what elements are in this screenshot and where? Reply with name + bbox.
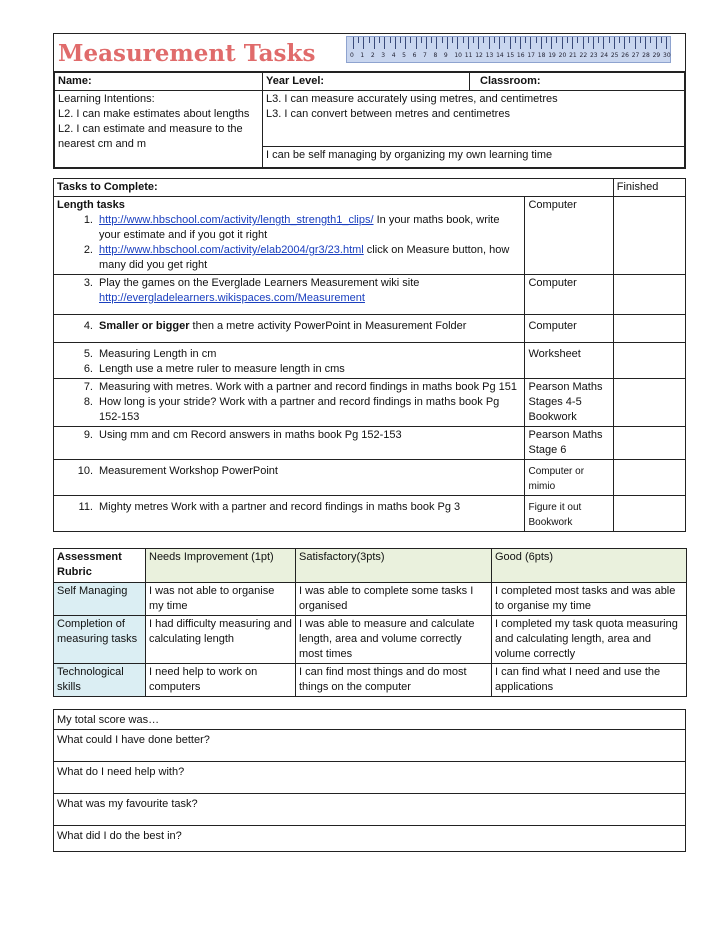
task-group-4 [54,343,525,379]
year-level-label: Year Level: [263,73,470,91]
rubric-row-label: Technological skills [54,664,146,697]
ruler-tick [358,37,359,43]
ruler-number: 14 [496,52,504,59]
ruler-tick [656,37,657,49]
ruler-tick [645,37,646,49]
rubric-header-3: Good (6pts) [492,549,687,583]
ruler-tick [421,37,422,43]
ruler-tick [536,37,537,43]
info-table [54,72,685,168]
ruler-number: 5 [402,52,406,59]
task-item-2: 2. http://www.hbschool.com/activity/elab2004/gr3/23.html click on Measure button, how many did you get right [83,244,510,271]
ruler-number: 20 [558,52,567,59]
task-group-3 [54,315,525,343]
task-2-link[interactable]: http://www.hbschool.com/activity/elab2004/gr3/23.html [99,244,364,256]
ruler-tick [520,37,521,49]
task-group-1 [54,197,525,275]
ruler-tick [635,37,636,49]
length-tasks-heading: Length tasks [57,199,125,211]
task-group-5 [54,379,525,427]
ruler-tick [494,37,495,43]
rubric-cell: I completed my task quota measuring and calculating length, area and volume correctly [492,616,687,664]
learning-intentions: Learning Intentions: L2. I can make estimates about lengths L2. I can estimate and measure to the nearest cm and m [55,91,263,168]
ruler-tick [463,37,464,43]
ruler-number: 15 [506,52,515,59]
rubric-cell: I can find what I need and use the applications [492,664,687,697]
task-group-7 [54,460,525,496]
task-group-4-finished[interactable] [613,343,685,379]
task-group-1-resource: Computer [525,197,613,275]
ruler-tick [619,37,620,43]
ruler-number: 29 [652,52,661,59]
task-3-link[interactable]: http://evergladelearners.wikispaces.com/Measurement [99,292,365,304]
ruler-number: 17 [527,52,535,59]
assessment-rubric [53,548,687,697]
ruler-number: 10 [454,52,462,59]
ruler-tick [353,37,354,49]
ruler-tick [541,37,542,49]
ruler-tick [609,37,610,43]
task-item-6: 6. Length use a metre ruler to measure length in cms [83,363,345,375]
ruler-tick [390,37,391,43]
page-title: Measurement Tasks [58,40,316,67]
ruler-tick [515,37,516,43]
ruler-number: 6 [412,52,417,59]
ruler-number: 26 [621,52,629,59]
ruler-tick [583,37,584,49]
ruler-number: 9 [443,52,448,59]
ruler-tick [603,37,604,49]
task-item-8: 8. How long is your stride? Work with a partner and record findings in maths book Pg 152-153 [83,396,500,423]
task-group-3-resource: Computer [525,315,613,343]
ruler-tick [546,37,547,43]
title-row [54,34,685,72]
ruler-tick [624,37,625,49]
ruler-tick [666,37,667,49]
tasks-table [53,178,686,532]
header-block [53,33,686,169]
ruler-number: 18 [537,52,546,59]
reflection-need-help[interactable]: What do I need help with? [54,762,686,794]
rubric-cell: I was able to measure and calculate length, area and volume correctly most times [296,616,492,664]
task-group-2-finished[interactable] [613,275,685,315]
ruler-tick [452,37,453,43]
ruler-tick [447,37,448,49]
task-group-5-resource: Pearson Maths Stages 4-5 Bookwork [525,379,613,427]
task-group-7-resource: Computer or mimio [525,460,613,496]
rubric-cell: I need help to work on computers [146,664,296,697]
rubric-cell: I had difficulty measuring and calculating length [146,616,296,664]
ruler-number: 28 [642,52,650,59]
ruler-number: 27 [631,52,640,59]
task-group-6 [54,427,525,460]
ruler-tick [468,37,469,49]
task-group-2-resource: Computer [525,275,613,315]
rubric-cell: I completed most tasks and was able to organise my time [492,583,687,616]
ruler-number: 4 [391,52,396,59]
task-item-4: 4. Smaller or bigger then a metre activity PowerPoint in Measurement Folder [83,320,467,332]
reflection-total-score[interactable]: My total score was… [54,710,686,730]
task-item-9: 9. Using mm and cm Record answers in maths book Pg 152-153 [83,429,402,441]
task-group-4-resource: Worksheet [525,343,613,379]
ruler-tick [588,37,589,43]
task-item-11: 11. Mighty metres Work with a partner and record findings in maths book Pg 3 [78,501,461,513]
rubric-cell: I was able to complete some tasks I organised [296,583,492,616]
ruler-tick [436,37,437,49]
ruler-number: 11 [464,52,473,59]
ruler-number: 16 [516,52,525,59]
ruler-tick [530,37,531,49]
l3-intentions: L3. I can measure accurately using metres, and centimetres L3. I can convert between metres and centimetres [263,91,685,147]
classroom-label: Classroom: [470,73,685,91]
ruler-tick [363,37,364,49]
ruler-tick [410,37,411,43]
task-1-link[interactable]: http://www.hbschool.com/activity/length_strength1_clips/ [99,214,374,226]
ruler-tick [562,37,563,49]
ruler-tick [614,37,615,49]
ruler-tick [650,37,651,43]
ruler-tick [457,37,458,49]
task-group-3-finished[interactable] [613,315,685,343]
ruler-tick [442,37,443,43]
ruler-number: 2 [370,52,375,59]
ruler-number: 19 [548,52,556,59]
rubric-row-label: Self Managing [54,583,146,616]
reflection-favourite-task[interactable]: What was my favourite task? [54,794,686,826]
task-group-6-finished[interactable] [613,427,685,460]
ruler-number: 12 [475,52,483,59]
ruler-tick [374,37,375,49]
reflection-table [53,709,686,852]
ruler-tick [661,37,662,43]
ruler-tick [384,37,385,49]
ruler-tick [426,37,427,49]
ruler-number: 0 [350,52,354,59]
ruler-icon [346,36,671,63]
task-item-1: 1. http://www.hbschool.com/activity/length_strength1_clips/ In your maths book, write your estimate and if you got it right [83,214,500,241]
ruler-number: 13 [485,52,494,59]
task-item-7: 7. Measuring with metres. Work with a partner and record findings in maths book Pg 151 [83,381,517,393]
ruler-number: 7 [423,52,427,59]
ruler-tick [473,37,474,43]
ruler-tick [416,37,417,49]
task-item-3: 3. Play the games on the Everglade Learners Measurement wiki site http://evergladelearners.wikispaces.com/Measurement [83,277,420,304]
ruler-tick [431,37,432,43]
ruler-number: 1 [360,52,365,59]
ruler-number: 8 [433,52,438,59]
ruler-number: 30 [663,52,671,59]
rubric-header-1: Needs Improvement (1pt) [146,549,296,583]
ruler-tick [400,37,401,43]
rubric-cell: I was not able to organise my time [146,583,296,616]
ruler-tick [489,37,490,49]
ruler-tick [640,37,641,43]
reflection-do-better[interactable]: What could I have done better? [54,730,686,762]
ruler-tick [525,37,526,43]
task-item-5: 5. Measuring Length in cm [83,348,217,360]
finished-header: Finished [613,179,685,197]
ruler-number: 25 [610,52,619,59]
ruler-tick [405,37,406,49]
rubric-row-label: Completion of measuring tasks [54,616,146,664]
ruler-tick [551,37,552,49]
ruler-tick [593,37,594,49]
task-group-7-finished[interactable] [613,460,685,496]
ruler-number: 23 [589,52,598,59]
ruler-tick [395,37,396,49]
ruler-tick [369,37,370,43]
ruler-tick [478,37,479,49]
ruler-tick [504,37,505,43]
task-group-8 [54,496,525,532]
ruler-tick [567,37,568,43]
rubric-header-2: Satisfactory(3pts) [296,549,492,583]
task-group-2 [54,275,525,315]
rubric-cell: I can find most things and do most things on the computer [296,664,492,697]
name-label: Name: [55,73,263,91]
task-group-5-finished[interactable] [613,379,685,427]
tasks-heading: Tasks to Complete: [54,179,614,197]
ruler-tick [510,37,511,49]
task-item-10: 10. Measurement Workshop PowerPoint [77,465,278,477]
ruler-tick [483,37,484,43]
worksheet [53,33,686,852]
task-group-8-finished[interactable] [613,496,685,532]
task-group-8-resource: Figure it out Bookwork [525,496,613,532]
ruler-tick [556,37,557,43]
ruler-tick [629,37,630,43]
task-group-6-resource: Pearson Maths Stage 6 [525,427,613,460]
ruler-tick [577,37,578,43]
ruler-number: 3 [381,52,386,59]
ruler-tick [379,37,380,43]
self-managing-goal: I can be self managing by organizing my own learning time [263,147,685,168]
ruler-number: 22 [579,52,588,59]
ruler-tick [598,37,599,43]
task-group-1-finished[interactable] [613,197,685,275]
rubric-header-0: Assessment Rubric [54,549,146,583]
ruler-number: 21 [569,52,577,59]
ruler-tick [499,37,500,49]
ruler-number: 24 [600,52,609,59]
reflection-best-in[interactable]: What did I do the best in? [54,826,686,852]
ruler-tick [572,37,573,49]
